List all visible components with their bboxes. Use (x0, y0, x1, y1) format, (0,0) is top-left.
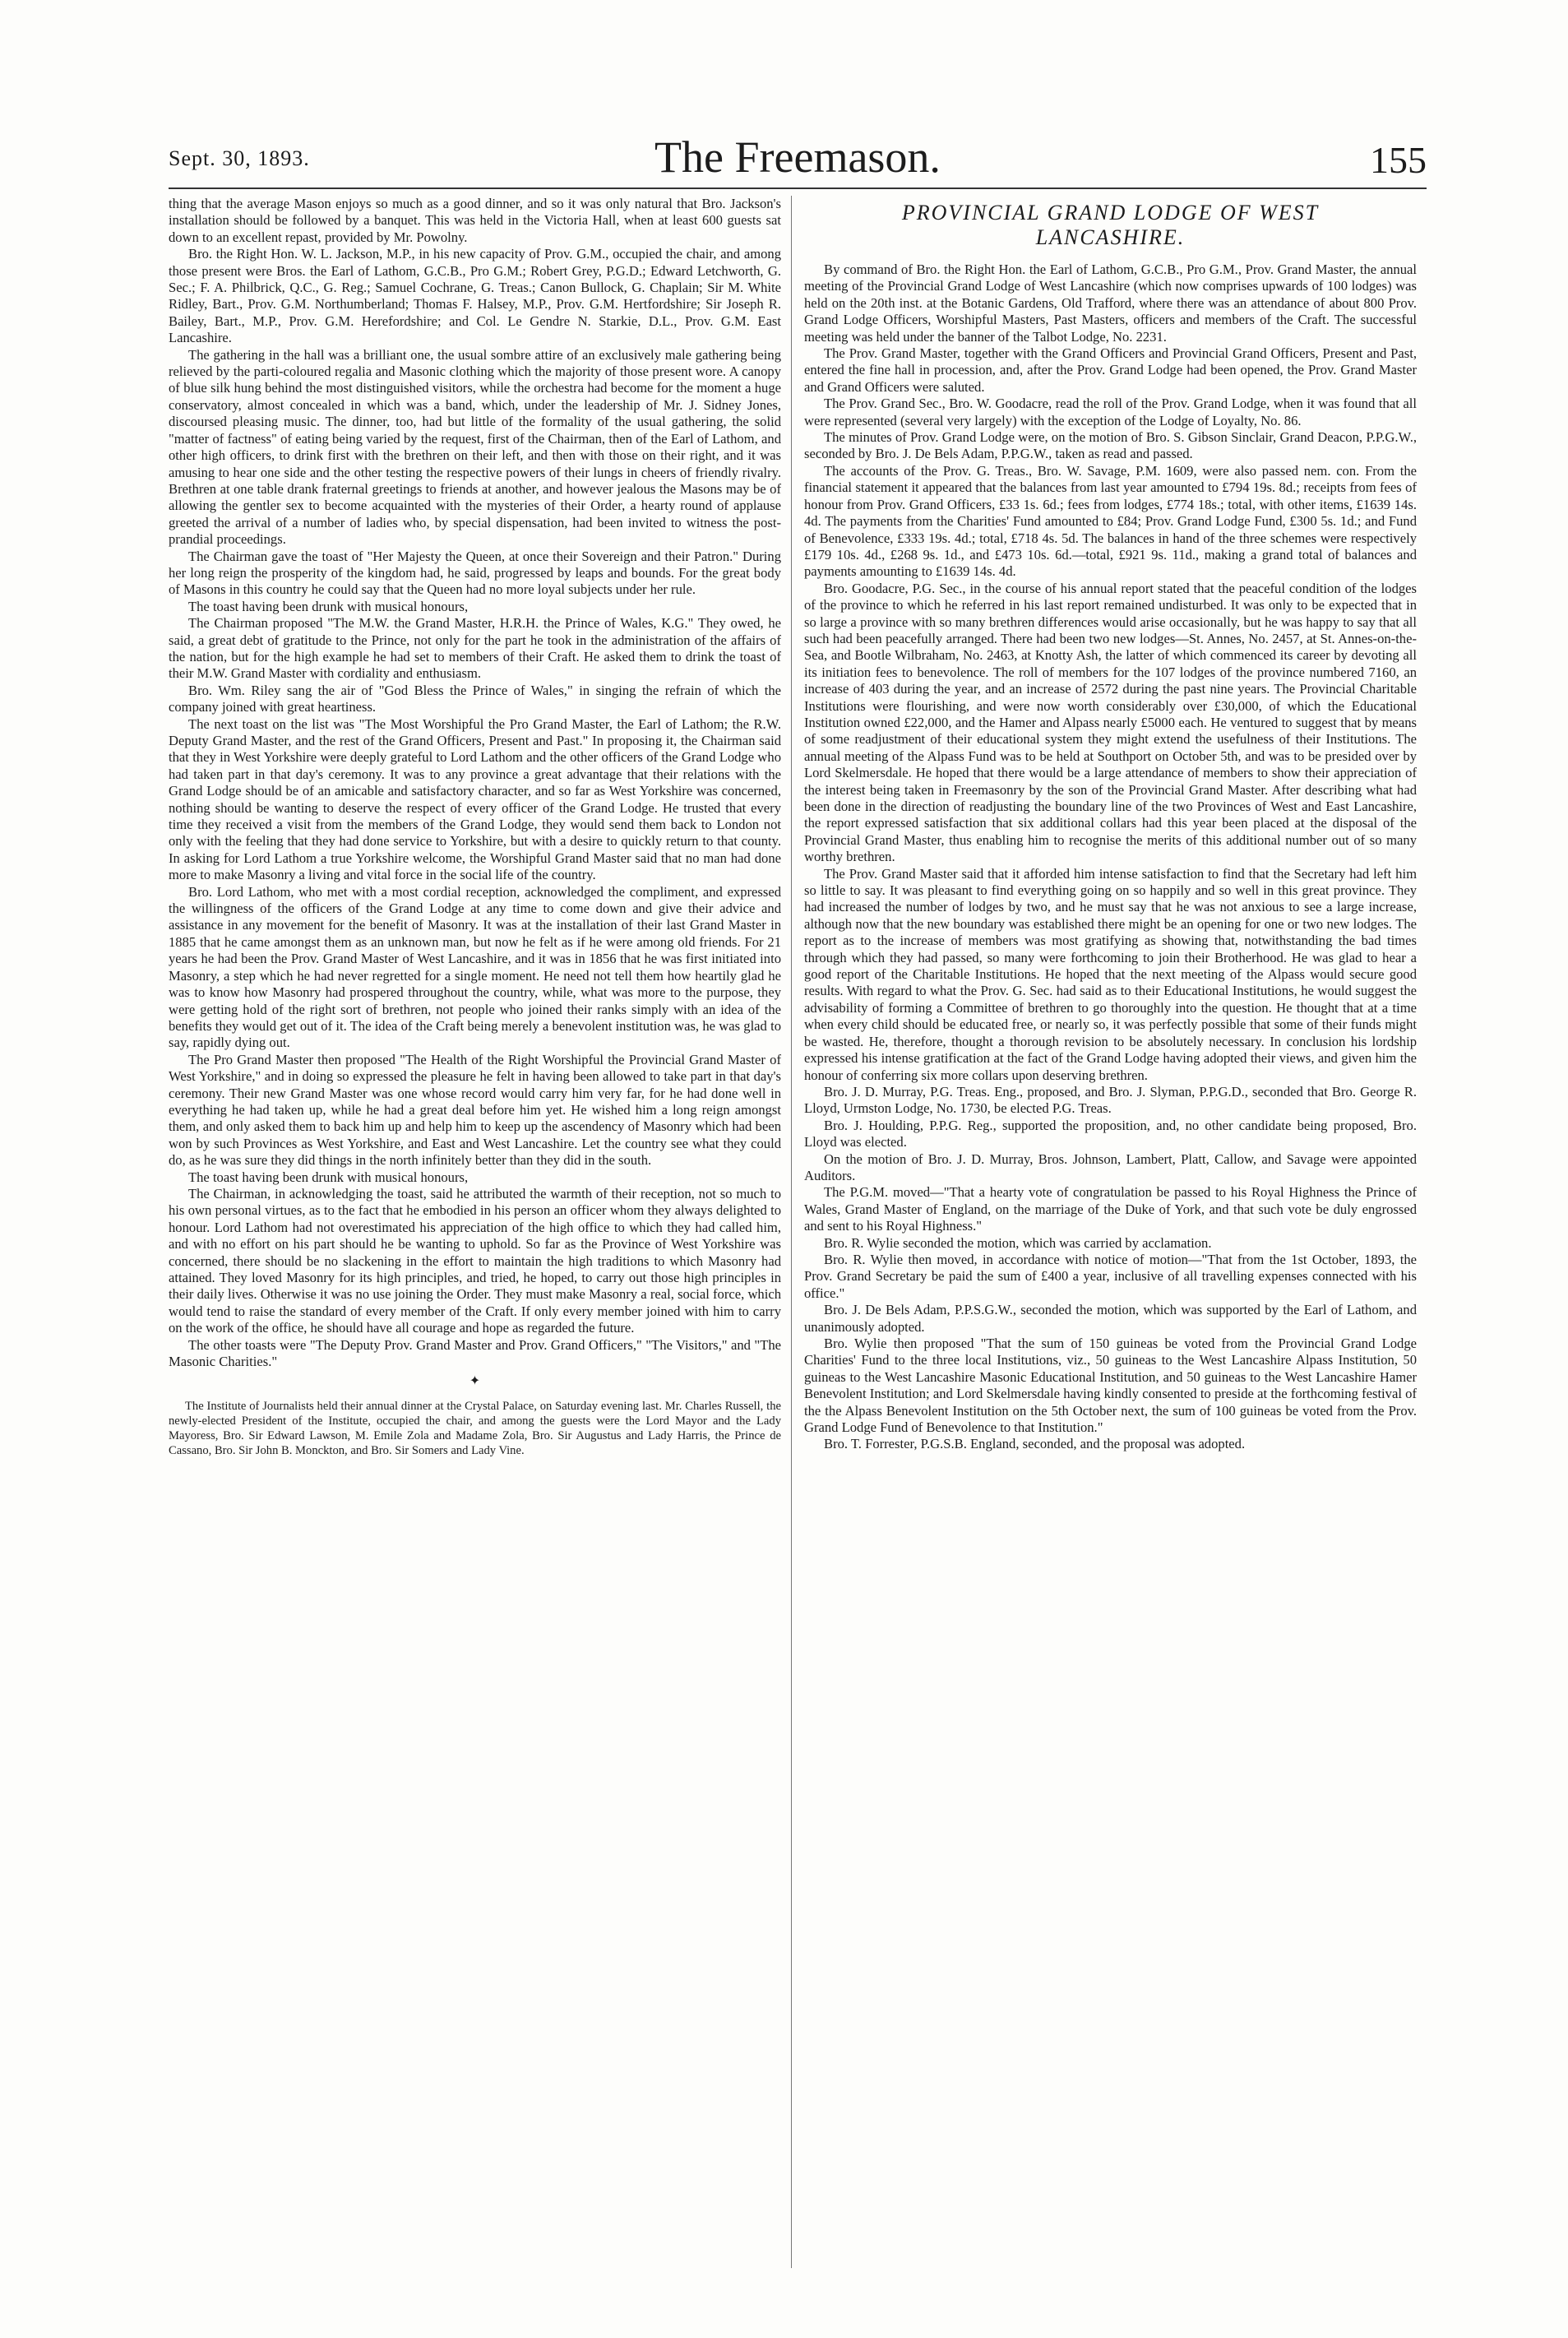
article-heading-line: PROVINCIAL GRAND LODGE OF WEST (901, 201, 1320, 225)
article-paragraph: The next toast on the list was "The Most Worshipful the Pro Grand Master, the Earl of Lathom; the R.W. Deputy Grand Master, and the rest of the Grand Officers, Present and Past." In proposing it, the Chairman said that they in West Yorkshire were deeply grateful to Lord Lathom and the other officers of the Grand Lodge who had taken part in that day's ceremony. It was to any province a great advantage that their relations with the Grand Lodge should be of an amicable and satisfactory character, and so far as West Yorkshire was concerned, nothing should be wanting to deserve the respect of every officer of the Grand Lodge. He trusted that every time they received a visit from the members of the Grand Lodge, they would send them back to London not only with the feeling that they had done service to Yorkshire, but with a desire to quickly return to that county. In asking for Lord Lathom a true Yorkshire welcome, the Worshipful Grand Master said that no man had done more to make Masonry a living and vital force in the social life of the country. (169, 715, 781, 883)
article-paragraph: The Chairman gave the toast of "Her Majesty the Queen, at once their Sovereign and their Patron." During her long reign the prosperity of the kingdom had, he said, progressed by leaps and bounds. For the great body of Masons in this country he could say that the Queen had no more loyal subjects under her rule. (169, 548, 781, 598)
article-paragraph: thing that the average Mason enjoys so much as a good dinner, and so it was only natural that Bro. Jackson's installation should be followed by a banquet. This was held in the Victoria Hall, when at least 600 guests sat down to an excellent repast, provided by Mr. Powolny. (169, 196, 781, 245)
article-paragraph: The Pro Grand Master then proposed "The Health of the Right Worshipful the Provincial Grand Master of West Yorkshire," and in doing so expressed the pleasure he felt in having been allowed to take part in that day's ceremony. Their new Grand Master was one whose record would carry him very far, for he had done well in everything he had taken up, while he had a great deal before him yet. He wished him a long reign amongst them, and only asked them to back him up and help him to keep up the ascendency of Masonry which had been won by such Provinces as West Yorkshire, and East and West Lancashire. Let the country see what they could do, as he was sure they did things in the north infinitely better than they did in the south. (169, 1051, 781, 1169)
article-paragraph: Bro. Wylie then proposed "That the sum of 150 guineas be voted from the Provincial Grand Lodge Charities' Fund to the three local Institutions, viz., 50 guineas to the West Lancashire Alpass Institution, 50 guineas to the West Lancashire Masonic Educational Institution, and 50 guineas to the West Lancashire Hamer Benevolent Institution; and Lord Skelmersdale having kindly consented to preside at the forthcoming festival of the the Alpass Benevolent Institution on the 5th October next, the sum of 100 guineas be voted from the Prov. Grand Lodge Fund of Benevolence to that Institution." (804, 1336, 1417, 1436)
article-paragraph: The Chairman, in acknowledging the toast, said he attributed the warmth of their reception, not so much to his own personal virtues, as to the fact that he embodied in his person an officer whom they always delighted to honour. Lord Lathom had not overestimated his appreciation of the high office to which they had called him, and with no effort on his part should he be wanting to uphold. So far as the Province of West Yorkshire was concerned, there should be no slackening in the effort to maintain the high traditions to which Masonry had attained. They loved Masonry for its high principles, and tried, he hoped, to carry out those high principles in their daily lives. Otherwise it was no use joining the Order. They must make Masonry a real, social force, which would tend to raise the standard of every member of the Craft. If only every member joined with him to carry on the work of the office, he should have all courage and hope as regarded the future. (169, 1185, 781, 1336)
article-paragraph: Bro. R. Wylie then moved, in accordance with notice of motion—"That from the 1st October, 1893, the Prov. Grand Secretary be paid the sum of £400 a year, inclusive of all travelling expenses connected with his office." (804, 1251, 1417, 1301)
article-paragraph: Bro. J. Houlding, P.P.G. Reg., supported the proposition, and, no other candidate being proposed, Bro. Lloyd was elected. (804, 1117, 1417, 1150)
column-divider (791, 196, 792, 2268)
article-paragraph: The toast having been drunk with musical honours, (188, 598, 469, 614)
news-note-text: The Institute of Journalists held their annual dinner at the Crystal Palace, on Saturday evening last. Mr. Charles Russell, the newly-elected President of the Institute, occupied the chair, and among the guests were the Lord Mayor and the Lady Mayoress, Bro. Sir Edward Lawson, M. Emile Zola and Madame Zola, Bro. Sir Augustus and Lady Harris, the Prince de Cassano, Bro. Sir John B. Monckton, and Bro. Sir Somers and Lady Vine. (169, 1399, 781, 1457)
article-paragraph: Bro. R. Wylie seconded the motion, which was carried by acclamation. (824, 1234, 1212, 1251)
article-paragraph: On the motion of Bro. J. D. Murray, Bros. Johnson, Lambert, Platt, Callow, and Savage were appointed Auditors. (804, 1150, 1417, 1183)
article-paragraph: Bro. Wm. Riley sang the air of "God Bless the Prince of Wales," in singing the refrain of which the company joined with great heartiness. (169, 682, 781, 715)
header-rule (169, 188, 1427, 189)
page-number: 155 (1370, 139, 1427, 181)
article-paragraph: The gathering in the hall was a brilliant one, the usual sombre attire of an exclusively male gathering being relieved by the parti-coloured regalia and Masonic clothing which the majority of those present wore. A canopy of blue silk hung behind the most distinguished visitors, while the orchestra had become for the moment a huge conservatory, almost concealed in which was a band, which, under the leadership of Mr. J. Sidney Jones, discoursed pleasing music. The dinner, too, had but little of the formality of the usual gathering, the solid "matter of factness" of eating being varied by the request, first of the Chairman, then of the Earl of Lathom, and other high officers, to drink first with the brethren on their left, and then with those on their right, and it was amusing to hear one side and the other testing the respective powers of their lungs in cheers of friendly rivalry. Brethren at one table drank fraternal greetings to friends at another, and however jealous the Masons may be of allowing the gentler sex to become acquainted with the mysteries of their Order, a hearty round of applause greeted the arrival of a number of ladies who, by special dispensation, had been invited to witness the post-prandial proceedings. (169, 346, 781, 548)
article-paragraph: Bro. J. D. Murray, P.G. Treas. Eng., proposed, and Bro. J. Slyman, P.P.G.D., seconded that Bro. George R. Lloyd, Urmston Lodge, No. 1730, be elected P.G. Treas. (804, 1083, 1417, 1117)
article-paragraph: The Prov. Grand Sec., Bro. W. Goodacre, read the roll of the Prov. Grand Lodge, when it was found that all were represented (several very largely) with the exception of the Lodge of Loyalty, No. 86. (804, 396, 1417, 428)
article-paragraph: Bro. J. De Bels Adam, P.P.S.G.W., seconded the motion, which was supported by the Earl of Lathom, and unanimously adopted. (804, 1302, 1417, 1335)
article-paragraph: Bro. Lord Lathom, who met with a most cordial reception, acknowledged the compliment, and expressed the willingness of the officers of the Grand Lodge at any time to come down and give their advice and assistance in any movement for the benefit of Masonry. It was at the installation of their last Grand Master in 1885 that he came amongst them as an unknown man, but now he felt as if he were among old friends. For 21 years he had been the Prov. Grand Master of West Lancashire, and it was in 1856 that he was first initiated into Masonry, a step which he had never regretted for a single moment. He need not tell them how heartily glad he was to know how Masonry had prospered throughout the country, while, what was more to the purpose, they were getting hold of the right sort of brethren, not people who joined their ranks simply with an idea of the benefits they would get out of it. The idea of the Craft being merely a benevolent institution was, he was glad to say, rapidly dying out. (169, 883, 781, 1051)
article-paragraph: The accounts of the Prov. G. Treas., Bro. W. Savage, P.M. 1609, were also passed nem. con. From the financial statement it appeared that the balances from last year amounted to £794 19s. 8d.; receipts from fees of honour from Prov. Grand Officers, £33 1s. 6d.; fees from lodges, £774 18s.; total, with other items, £1639 14s. 4d. The payments from the Charities' Fund amounted to £84; Prov. Grand Lodge Fund, £300 5s. 1d.; and Fund of Benevolence, £333 19s. 4d.; total, £718 4s. 5d. The balances in hand of the three schemes were respectively £179 10s. 4d., £268 9s. 1d., and £473 10s. 6d.—total, £921 9s. 11d., making a grand total of balances and payments amounting to £1639 14s. 4d. (804, 462, 1417, 580)
article-paragraph: Bro. Goodacre, P.G. Sec., in the course of his annual report stated that the peaceful condition of the lodges of the province to which he referred in his last report remained undisturbed. It was only to be expected that in so large a province with so many brethren differences would arise occasionally, but he was happy to say that all such had been peacefully arranged. There had been two new lodges—St. Annes, No. 2457, at St. Annes-on-the-Sea, and Bootle Wilbraham, No. 2463, at Knotty Ash, the latter of which commenced its career by devoting all its initiation fees to benevolence. The roll of members for the 107 lodges of the province numbered 7160, an increase of 403 during the year, and an increase of 2572 during the past nine years. The Provincial Charitable Institutions were flourishing, and were now worth considerably over £30,000, of which the Educational Institution owned £22,000, and the Hamer and Alpass nearly £5000 each. He ventured to suggest that by means of some readjustment of their educational system they might extend the usefulness of their Institutions. The annual meeting of the Alpass Fund was to be held at Southport on October 5th, and was to be presided over by Lord Skelmersdale. He hoped that there would be a large attendance of members to show their appreciation of the interest being taken in Freemasonry by the son of the Provincial Grand Master. After describing what had been done in the direction of readjusting the boundary line of the two Provinces of West and East Lancashire, the report expressed satisfaction that six additional collars had this year been placed at the disposal of the Provincial Grand Master, thus enabling him to recognise the merits of this additional number out of so many worthy brethren. (804, 580, 1417, 865)
article-paragraph: The Chairman proposed "The M.W. the Grand Master, H.R.H. the Prince of Wales, K.G." They owed, he said, a great debt of gratitude to the Prince, not only for the part he took in the administration of the affairs of the nation, but for the high example he had set to members of their Craft. He asked them to drink the toast of their M.W. Grand Master with cordiality and enthusiasm. (169, 615, 781, 682)
article-paragraph: The P.G.M. moved—"That a hearty vote of congratulation be passed to his Royal Highness the Prince of Wales, Grand Master of England, on the marriage of the Duke of York, and that such vote be duly engrossed and sent to his Royal Highness." (804, 1184, 1417, 1234)
masthead (169, 132, 1427, 189)
article-paragraph: By command of Bro. the Right Hon. the Earl of Lathom, G.C.B., Pro G.M., Prov. Grand Master, the annual meeting of the Provincial Grand Lodge of West Lancashire (which now comprises upwards of 100 lodges) was held on the 20th inst. at the Botanic Gardens, Old Trafford, where there was an attendance of about 800 Prov. Grand Lodge Officers, Worshipful Masters, Past Masters, officers and members of the Craft. The successful meeting was held under the banner of the Talbot Lodge, No. 2231. (804, 262, 1417, 345)
newspaper-title: The Freemason. (654, 132, 941, 182)
section-ornament: ✦ (469, 1374, 481, 1389)
article-paragraph: The other toasts were "The Deputy Prov. Grand Master and Prov. Grand Officers," "The Visitors," and "The Masonic Charities." (169, 1336, 781, 1370)
article-paragraph: Bro. T. Forrester, P.G.S.B. England, seconded, and the proposal was adopted. (824, 1436, 1246, 1452)
article-paragraph: The Prov. Grand Master, together with the Grand Officers and Provincial Grand Officers, Present and Past, entered the fine hall in procession, and, after the Prov. Grand Lodge had been opened, the Prov. Grand Master and Grand Officers were saluted. (804, 345, 1417, 395)
left-column (169, 196, 781, 2264)
article-paragraph: The Prov. Grand Master said that it afforded him intense satisfaction to find that the Secretary had left him so little to say. It was pleasant to find everything going on so happily and so well in this great province. They had increased the number of lodges by two, and he must say that he was not anxious to see a large increase, although now that the new boundary was established there might be an opening for one or two new lodges. The report as to the increase of members was most gratifying as showing that, notwithstanding the bad times through which they had passed, so many were forthcoming to join their Brotherhood. He was glad to hear a good report of the Charitable Institutions. He hoped that the next meeting of the Alpass would secure good results. With regard to what the Prov. G. Sec. had said as to their Educational Institutions, he would suggest the advisability of forming a Committee of brethren to go thoroughly into the question. He thought that at a time when every child should be educated free, or nearly so, it was perfectly possible that some of their funds might be wasted. He, therefore, thought a thorough revision to be absolutely necessary. In conclusion his lordship expressed his intense gratification at the fact of the Grand Lodge having adopted their views, and given him the honour of conferring six more collars upon deserving brethren. (804, 865, 1417, 1083)
article-paragraph: The toast having been drunk with musical honours, (188, 1169, 469, 1185)
article-paragraph: The minutes of Prov. Grand Lodge were, on the motion of Bro. S. Gibson Sinclair, Grand Deacon, P.P.G.W., seconded by Bro. J. De Bels Adam, P.P.G.W., taken as read and passed. (804, 429, 1417, 462)
article-paragraph: Bro. the Right Hon. W. L. Jackson, M.P., in his new capacity of Prov. G.M., occupied the chair, and among those present were Bros. the Earl of Lathom, G.C.B., Pro G.M.; Robert Grey, P.G.D.; Edward Letchworth, G. Sec.; F. A. Philbrick, Q.C., G. Reg.; Samuel Cochrane, G. Treas.; Canon Bullock, G. Chaplain; Sir M. White Ridley, Bart., Prov. G.M. Northumberland; Thomas F. Halsey, M.P., Prov. G.M. Hertfordshire; Sir Joseph R. Bailey, Bart., M.P., Prov. G.M. Herefordshire; and Col. Le Gendre N. Starkie, D.L., Prov. G.M. East Lancashire. (169, 246, 781, 346)
article-heading (804, 201, 1417, 250)
issue-date: Sept. 30, 1893. (169, 146, 310, 170)
article-heading-line: LANCASHIRE. (1035, 225, 1186, 249)
right-column (804, 196, 1417, 2264)
news-note (169, 1399, 781, 1458)
